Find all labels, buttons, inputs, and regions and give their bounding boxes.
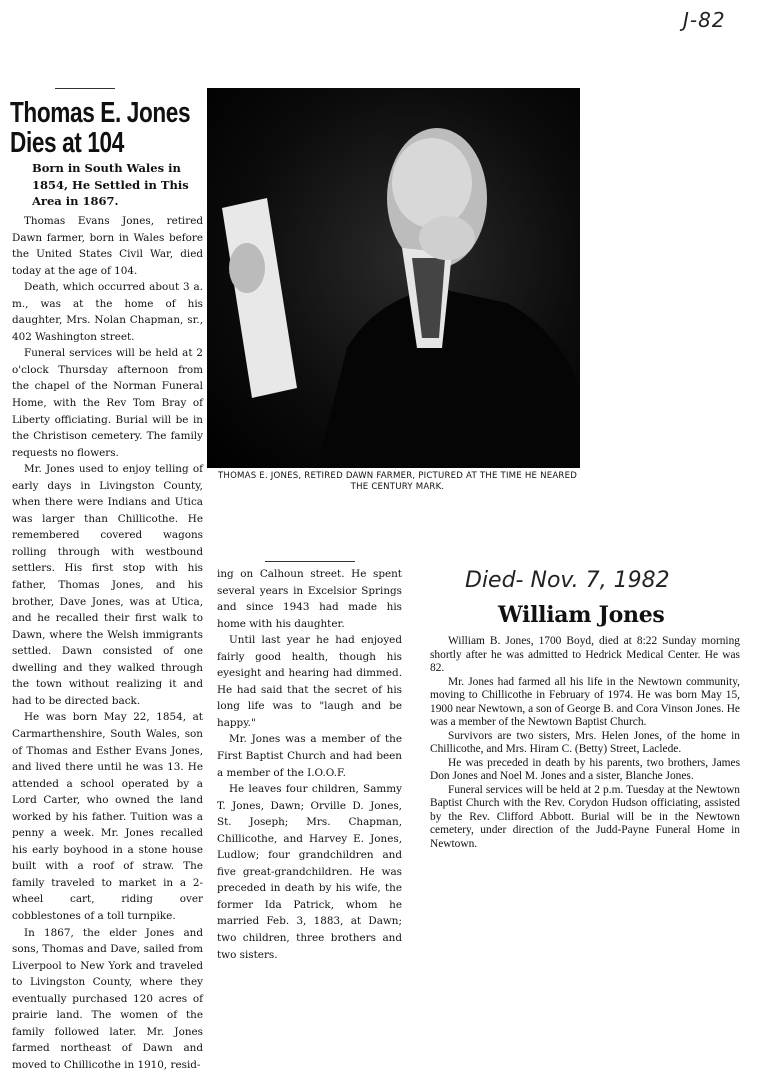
paragraph: Thomas Evans Jones, retired Dawn farmer, born in Wales before the United States Civil War, died today at the age of 104.: [12, 215, 203, 277]
william-jones-headline: William Jones: [498, 602, 665, 628]
paragraph: Until last year he had enjoyed fairly good health, though his eyesight and hearing had dimmed. He had said that the secret of his long life was to "laugh and be happy.": [217, 634, 402, 729]
paragraph: He was preceded in death by his parents, two brothers, James Don Jones and Noel M. Jones and a sister, Blanche Jones.: [430, 756, 740, 782]
handwritten-death-date: Died- Nov. 7, 1982: [465, 568, 670, 593]
paragraph: He was born May 22, 1854, at Carmarthenshire, South Wales, son of Thomas and Esther Evans Jones, and lived there until he was 13. He attended a school operated by a Lord Carter, who owned the land worked by his father. Tuition was a penny a week. Mr. Jones recalled his early boyhood in a stone house built with a roof of straw. The family traveled to market in a 2-wheel cart, riding over cobblestones of a toll turnpike.: [12, 711, 203, 922]
photo-caption: THOMAS E. JONES, RETIRED DAWN FARMER, PICTURED AT THE TIME HE NEARED THE CENTURY MARK.: [217, 471, 578, 492]
thomas-jones-subhead: Born in South Wales in 1854, He Settled in This Area in 1867.: [32, 161, 189, 208]
paragraph: William B. Jones, 1700 Boyd, died at 8:22 Sunday morning shortly after he was admitted to Hedrick Medical Center. He was 82.: [430, 635, 740, 674]
thomas-jones-column-2: [217, 566, 402, 963]
portrait-photo-graphic: [207, 88, 580, 468]
handwritten-reference-number: J-82: [683, 8, 726, 32]
paragraph: In 1867, the elder Jones and sons, Thomas and Dave, sailed from Liverpool to New York and traveled to Livingston County, where they eventually purchased 120 acres of prairie land. The women of the family followed later. Mr. Jones farmed northeast of Dawn and moved to Chillicothe in 1910, resid-: [12, 926, 203, 1071]
thomas-jones-headline: [10, 98, 213, 158]
paragraph: Survivors are two sisters, Mrs. Helen Jones, of the home in Chillicothe, and Mrs. Hiram C. (Betty) Street, Laclede.: [430, 729, 740, 755]
paragraph: Mr. Jones used to enjoy telling of early days in Livingston County, when there were Indians and Utica was larger than Chillicothe. He remembered covered wagons rolling through with westbound settlers. His first stop with his father, Thomas Jones, and his brother, Dave Jones, was at Utica, and he recalled their first walk to Dawn, where the Welsh immigrants settled. Dawn consisted of one dwelling and they walked through the town without realizing it and had to be directed back.: [12, 463, 203, 707]
paragraph: ing on Calhoun street. He spent several years in Excelsior Springs and since 1943 had made his home with his daughter.: [217, 568, 402, 630]
paragraph: Mr. Jones had farmed all his life in the Newtown community, moving to Chillicothe in February of 1974. He was born May 15, 1900 near Newtown, a son of George B. and Cora Vinson Jones. He was a member of the Newtown Baptist Church.: [430, 675, 740, 728]
paragraph: He leaves four children, Sammy T. Jones, Dawn; Orville D. Jones, St. Joseph; Mrs. Chapman, Chillicothe, and Harvey E. Jones, Ludlow; four grandchildren and five great-grandchildren. He was preceded in death by his wife, the former Ida Patrick, whom he married Feb. 3, 1883, at Dawn; two children, three brothers and two sisters.: [217, 783, 402, 961]
william-jones-obituary: [430, 635, 740, 851]
paragraph: Funeral services will be held at 2 o'clock Thursday afternoon from the chapel of the Norman Funeral Home, with the Rev Tom Bray of Liberty officiating. Burial will be in the Christison cemetery. The family requests no flowers.: [12, 347, 203, 459]
headline-line-1: Thomas E. Jones: [10, 97, 191, 129]
divider: [55, 88, 115, 89]
paragraph: Mr. Jones was a member of the First Baptist Church and had been a member of the I.O.O.F.: [217, 733, 402, 779]
thomas-jones-column-1: [12, 213, 203, 1073]
portrait-photo: [207, 88, 580, 468]
divider: [265, 561, 355, 562]
headline-line-2: Dies at 104: [10, 127, 124, 159]
paragraph: Funeral services will be held at 2 p.m. Tuesday at the Newtown Baptist Church with the Rev. Corydon Hudson officiating, assisted by the Rev. Clifford Abbott. Burial will be in the Newtown cemetery, under direction of the Judd-Payne Funeral Home in Newtown.: [430, 783, 740, 850]
paragraph: Death, which occurred about 3 a. m., was at the home of his daughter, Mrs. Nolan Chapman, sr., 402 Washington street.: [12, 281, 203, 343]
